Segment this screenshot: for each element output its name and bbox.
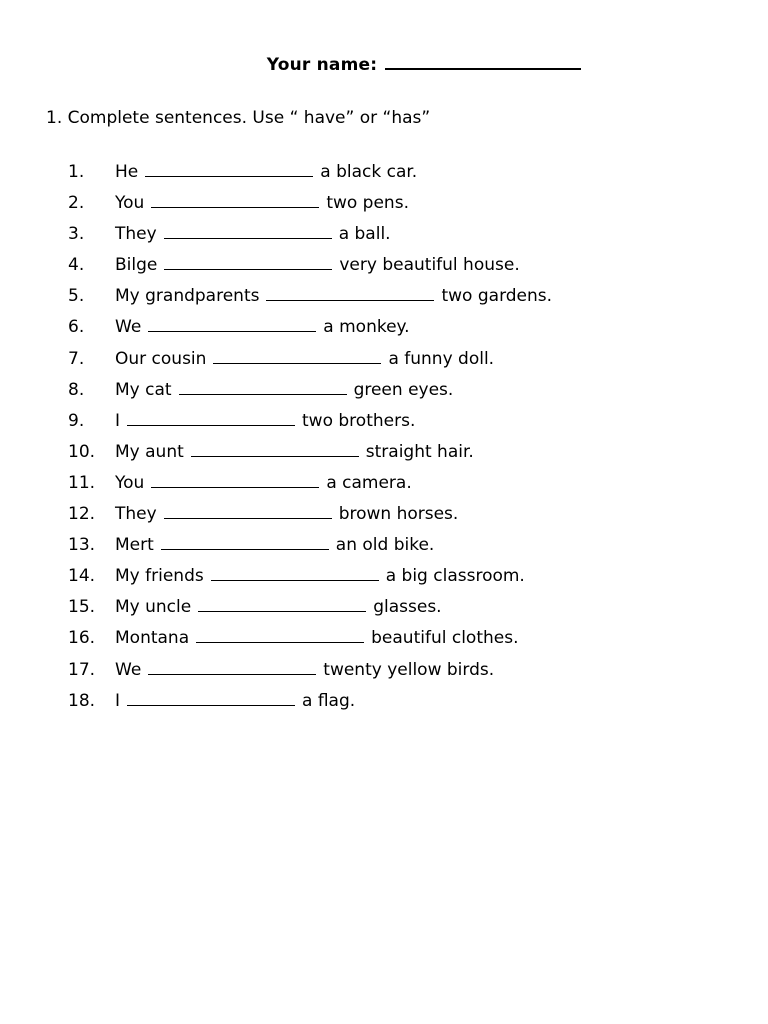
- sentence-subject: I: [115, 690, 121, 711]
- exercise-sentence: [115, 660, 494, 680]
- exercise-number: 15.: [68, 597, 96, 618]
- exercise-sentence: [115, 317, 410, 337]
- sentence-ending: a black car.: [320, 162, 418, 182]
- exercise-number: 14.: [68, 566, 96, 587]
- exercise-sentence: [115, 535, 434, 555]
- sentence-subject: He: [115, 162, 139, 182]
- sentence-ending: green eyes.: [353, 379, 454, 400]
- answer-blank[interactable]: [145, 162, 313, 177]
- sentence-ending: beautiful clothes.: [371, 628, 519, 649]
- sentence-ending: a flag.: [302, 690, 356, 711]
- exercise-sentence: [115, 255, 520, 275]
- exercise-number: 10.: [68, 441, 96, 462]
- sentence-subject: My cat: [115, 379, 172, 400]
- sentence-subject: They: [115, 504, 157, 525]
- answer-blank[interactable]: [148, 660, 316, 675]
- answer-blank[interactable]: [196, 628, 364, 643]
- sentence-subject: You: [115, 193, 145, 214]
- sentence-ending: a big classroom.: [385, 566, 525, 587]
- exercise-sentence: [115, 380, 453, 400]
- sentence-subject: My grandparents: [115, 286, 260, 307]
- answer-blank[interactable]: [151, 473, 319, 488]
- sentence-subject: I: [115, 410, 121, 431]
- sentence-subject: They: [115, 224, 157, 245]
- exercise-sentence: [115, 473, 412, 493]
- name-blank-field[interactable]: [385, 54, 581, 70]
- sentence-subject: We: [115, 659, 142, 680]
- answer-blank[interactable]: [148, 317, 316, 332]
- answer-blank[interactable]: [198, 597, 366, 612]
- sentence-ending: a ball.: [338, 224, 391, 245]
- exercise-number: 7.: [68, 348, 85, 369]
- name-header: [0, 54, 768, 75]
- sentence-ending: two brothers.: [302, 410, 416, 431]
- sentence-subject: Bilge: [115, 255, 158, 276]
- exercise-instruction: 1. Complete sentences. Use “ have” or “has”: [46, 108, 431, 128]
- sentence-ending: a monkey.: [323, 317, 410, 338]
- exercise-sentence: [115, 442, 474, 462]
- sentence-subject: Mert: [115, 535, 154, 556]
- sentence-subject: Montana: [115, 628, 190, 649]
- exercise-sentence: [115, 597, 442, 617]
- answer-blank[interactable]: [164, 504, 332, 519]
- sentence-subject: Our cousin: [115, 348, 207, 369]
- sentence-ending: a funny doll.: [388, 348, 495, 369]
- answer-blank[interactable]: [179, 380, 347, 395]
- exercise-sentence: [115, 193, 409, 213]
- sentence-subject: My uncle: [115, 597, 192, 618]
- sentence-ending: an old bike.: [335, 535, 435, 556]
- exercise-sentence: [115, 224, 391, 244]
- sentence-ending: twenty yellow birds.: [323, 659, 495, 680]
- exercise-number: 17.: [68, 659, 96, 680]
- answer-blank[interactable]: [127, 691, 295, 706]
- exercise-number: 12.: [68, 504, 96, 525]
- exercise-number: 18.: [68, 690, 96, 711]
- sentence-ending: very beautiful house.: [339, 255, 520, 276]
- answer-blank[interactable]: [211, 566, 379, 581]
- exercise-number: 8.: [68, 379, 85, 400]
- exercise-number: 1.: [68, 162, 85, 182]
- sentence-subject: My aunt: [115, 441, 184, 462]
- name-label: Your name:: [266, 55, 378, 75]
- exercise-number: 16.: [68, 628, 96, 649]
- answer-blank[interactable]: [164, 224, 332, 239]
- exercise-sentence: [115, 691, 355, 711]
- exercise-number: 4.: [68, 255, 85, 276]
- exercise-number: 11.: [68, 472, 96, 493]
- exercise-number: 6.: [68, 317, 85, 338]
- answer-blank[interactable]: [127, 411, 295, 426]
- sentence-subject: My friends: [115, 566, 204, 587]
- sentence-ending: two pens.: [326, 193, 409, 214]
- exercise-sentence: [115, 504, 458, 524]
- answer-blank[interactable]: [164, 255, 332, 270]
- exercise-sentence: [115, 162, 417, 182]
- exercise-sentence: [115, 286, 552, 306]
- exercise-sentence: [115, 566, 525, 586]
- sentence-subject: You: [115, 472, 145, 493]
- sentence-ending: brown horses.: [338, 504, 459, 525]
- exercise-sentence: [115, 349, 494, 369]
- exercise-number: 2.: [68, 193, 85, 214]
- answer-blank[interactable]: [191, 442, 359, 457]
- answer-blank[interactable]: [266, 286, 434, 301]
- sentence-subject: We: [115, 317, 142, 338]
- exercise-number: 5.: [68, 286, 85, 307]
- answer-blank[interactable]: [161, 535, 329, 550]
- exercise-number: 9.: [68, 410, 85, 431]
- sentence-ending: straight hair.: [365, 441, 474, 462]
- sentence-ending: two gardens.: [441, 286, 553, 307]
- sentence-ending: glasses.: [373, 597, 442, 618]
- exercise-sentence: [115, 411, 415, 431]
- exercise-number: 13.: [68, 535, 96, 556]
- answer-blank[interactable]: [213, 349, 381, 364]
- exercise-number: 3.: [68, 224, 85, 245]
- answer-blank[interactable]: [151, 193, 319, 208]
- exercise-sentence: [115, 628, 518, 648]
- sentence-ending: a camera.: [326, 472, 412, 493]
